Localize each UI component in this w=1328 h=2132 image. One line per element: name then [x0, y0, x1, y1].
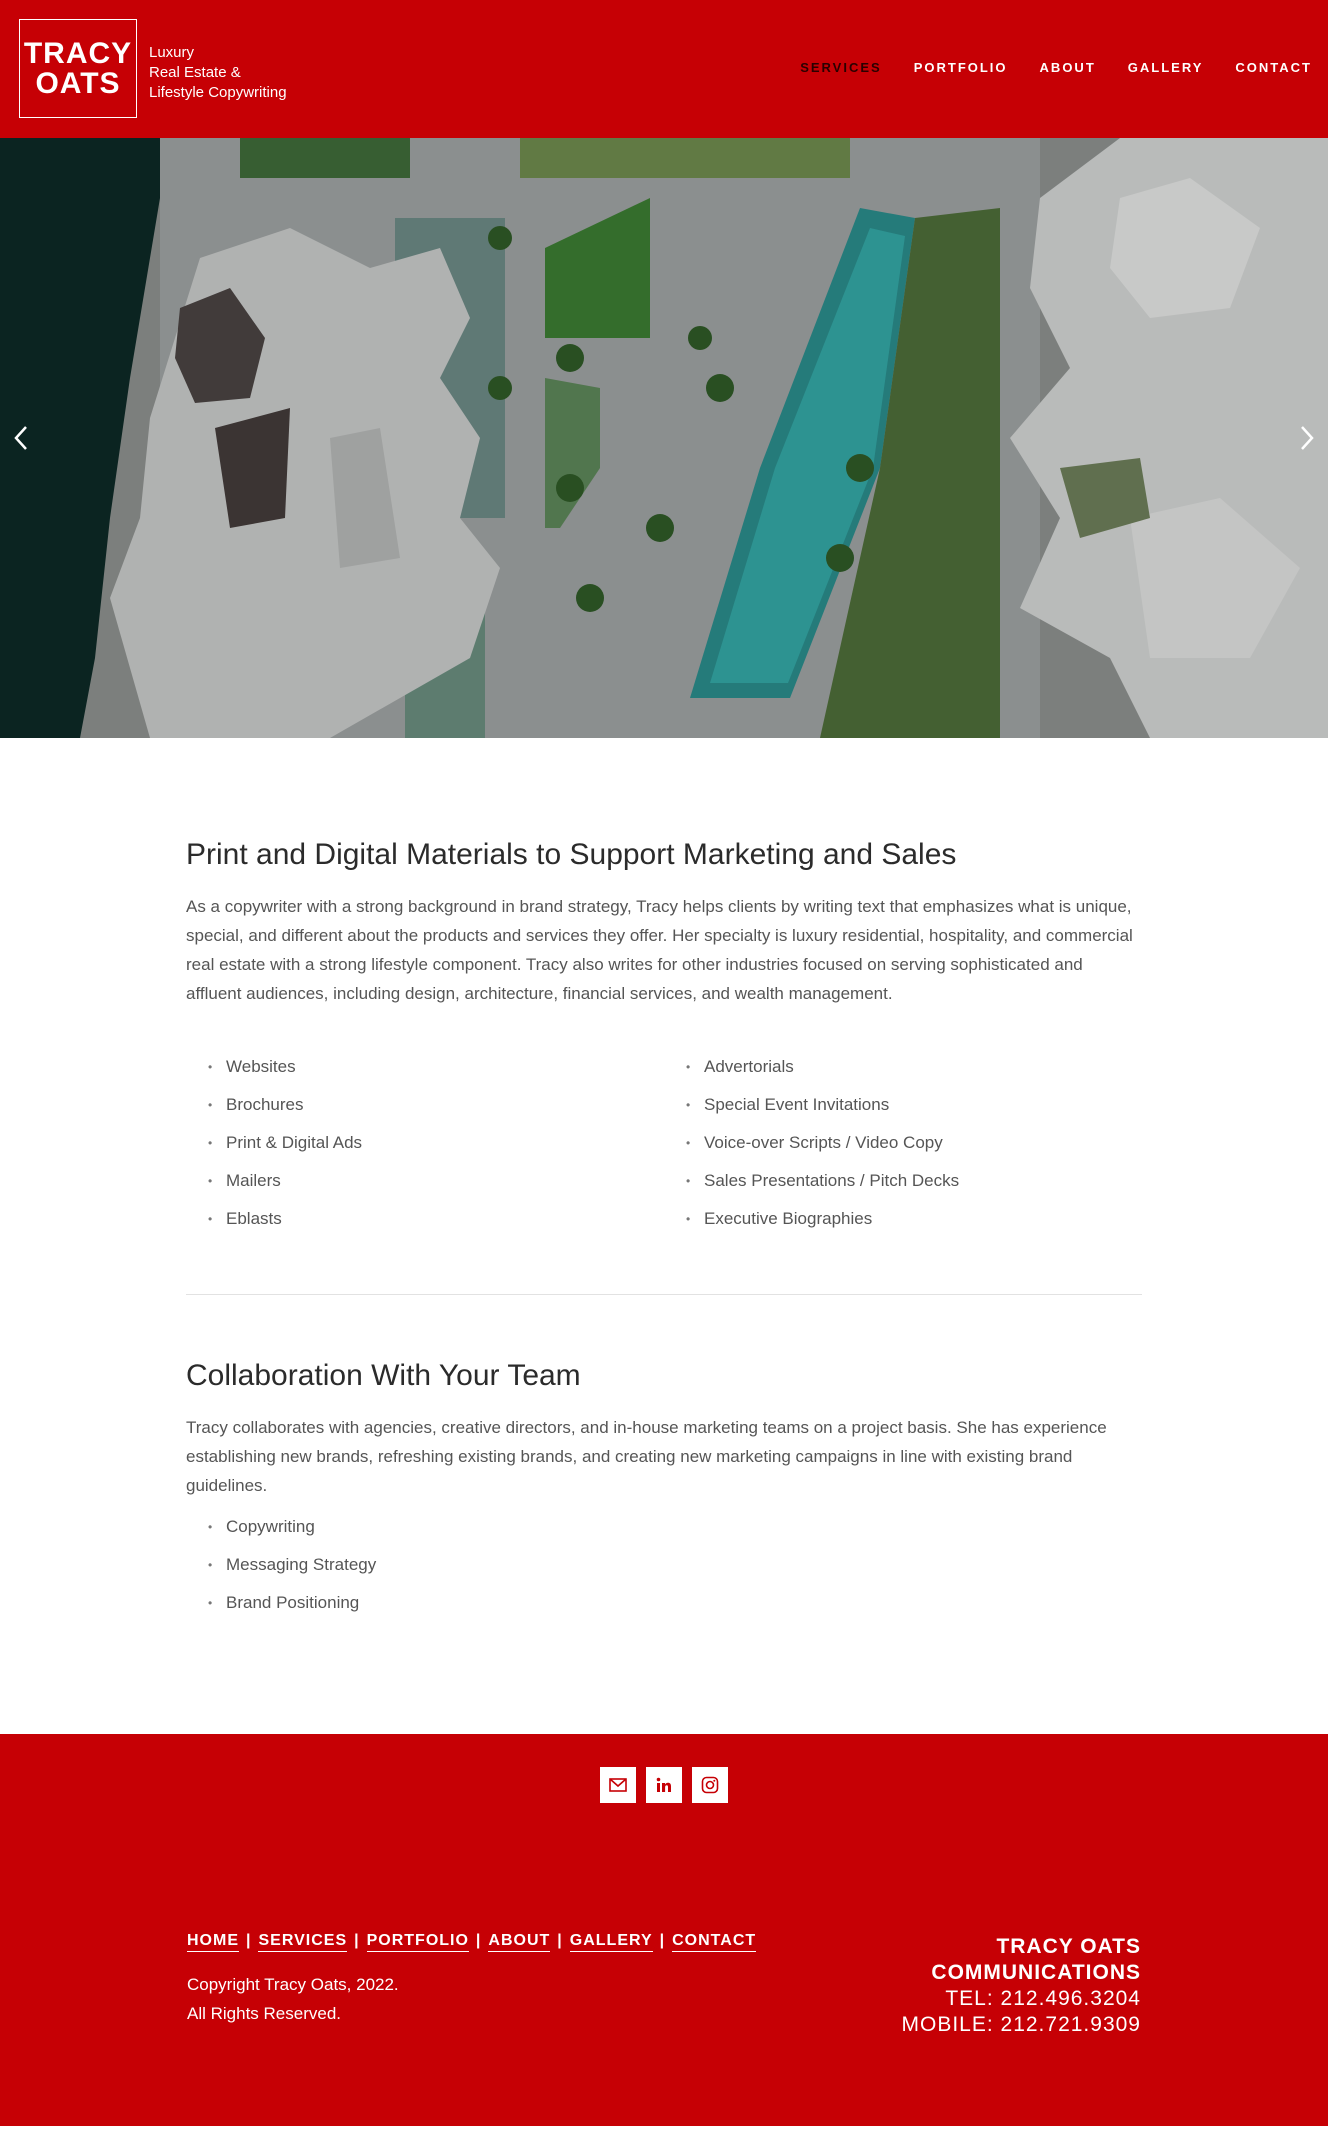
- mobile-number[interactable]: MOBILE: 212.721.9309: [901, 2013, 1141, 2036]
- list-item: • Copywriting: [208, 1508, 1142, 1546]
- services-lists: [186, 1048, 1142, 1238]
- section-body: As a copywriter with a strong background in brand strategy, Tracy helps clients by writing text that emphasizes what is unique, special, and different about the products and services they offer. Her specialty is luxury residential, hospitality, and commercial real estate with a strong lifestyle component. Tracy also writes for other industries focused on serving sophisticated and affluent audiences, including design, architecture, financial services, and wealth management.: [186, 897, 1133, 1003]
- list-item: • Voice-over Scripts / Video Copy: [686, 1124, 1142, 1162]
- services-list-left: [186, 1048, 664, 1238]
- list-item: • Websites: [208, 1048, 664, 1086]
- copyright-line-1: Copyright Tracy Oats, 2022.: [187, 1975, 399, 1994]
- section-body: Tracy collaborates with agencies, creative directors, and in-house marketing teams on a project basis. She has experience establishing new brands, refreshing existing brands, and creating new marketing campaigns in line with existing brand guidelines.: [186, 1418, 1107, 1495]
- separator: |: [246, 1932, 252, 1949]
- services-section: [186, 838, 1142, 1295]
- section-title: Print and Digital Materials to Support Marketing and Sales: [186, 838, 957, 871]
- list-item: • Mailers: [208, 1162, 664, 1200]
- footer-nav: [187, 1932, 756, 1950]
- nav-gallery[interactable]: GALLERY: [1127, 60, 1204, 75]
- list-item: • Messaging Strategy: [208, 1546, 1142, 1584]
- collaboration-list: [186, 1508, 1142, 1622]
- contact-info: [902, 1934, 1142, 2038]
- copyright: [187, 1970, 399, 2028]
- list-item: • Brochures: [208, 1086, 664, 1124]
- separator: |: [659, 1932, 666, 1949]
- services-list-right: [664, 1048, 1142, 1238]
- separator: |: [354, 1932, 360, 1949]
- list-item: • Advertorials: [686, 1048, 1142, 1086]
- site-header: [0, 0, 1328, 138]
- list-item: • Special Event Invitations: [686, 1086, 1142, 1124]
- hero-image: [0, 138, 1328, 738]
- nav-contact[interactable]: CONTACT: [1235, 60, 1312, 75]
- site-footer: [0, 1734, 1328, 2126]
- section-title: Collaboration With Your Team: [186, 1359, 581, 1392]
- section-divider: [186, 1294, 1142, 1295]
- nav-portfolio[interactable]: PORTFOLIO: [913, 60, 1008, 75]
- nav-about[interactable]: ABOUT: [1039, 60, 1096, 75]
- hero-slideshow: [0, 138, 1328, 738]
- separator: |: [557, 1932, 563, 1949]
- list-item: • Print & Digital Ads: [208, 1124, 664, 1162]
- footer-nav-home[interactable]: HOME: [187, 1932, 239, 1952]
- company-name-line-2: COMMUNICATIONS: [931, 1961, 1141, 1984]
- collaboration-section: [186, 1359, 1142, 1622]
- separator: |: [475, 1932, 482, 1949]
- list-item: • Eblasts: [208, 1200, 664, 1238]
- tagline-line-3: Lifestyle Copywriting: [149, 84, 287, 101]
- list-item: • Sales Presentations / Pitch Decks: [686, 1162, 1142, 1200]
- nav-services[interactable]: SERVICES: [800, 60, 882, 75]
- footer-nav-services[interactable]: SERVICES: [258, 1932, 347, 1952]
- tagline-line-1: Luxury: [149, 44, 195, 61]
- main-nav: [800, 60, 1312, 75]
- footer-nav-contact[interactable]: CONTACT: [672, 1932, 756, 1952]
- chevron-left-icon[interactable]: [6, 418, 36, 458]
- footer-nav-about[interactable]: ABOUT: [488, 1932, 550, 1952]
- social-links: [600, 1767, 728, 1803]
- phone-number[interactable]: TEL: 212.496.3204: [945, 1987, 1141, 2010]
- linkedin-icon[interactable]: [646, 1767, 682, 1803]
- email-icon[interactable]: [600, 1767, 636, 1803]
- instagram-icon[interactable]: [692, 1767, 728, 1803]
- chevron-right-icon[interactable]: [1292, 418, 1322, 458]
- tagline-line-2: Real Estate &: [149, 64, 241, 81]
- logo-line-2: OATS: [35, 66, 121, 100]
- company-name-line-1: TRACY OATS: [996, 1935, 1141, 1958]
- footer-nav-portfolio[interactable]: PORTFOLIO: [367, 1932, 469, 1952]
- main-content: [0, 738, 1328, 1622]
- logo[interactable]: [19, 19, 137, 118]
- logo-line-1: TRACY: [23, 36, 133, 70]
- site-tagline: [149, 43, 287, 103]
- list-item: • Executive Biographies: [686, 1200, 1142, 1238]
- list-item: • Brand Positioning: [208, 1584, 1142, 1622]
- copyright-line-2: All Rights Reserved.: [187, 2004, 342, 2023]
- footer-nav-gallery[interactable]: GALLERY: [570, 1932, 653, 1952]
